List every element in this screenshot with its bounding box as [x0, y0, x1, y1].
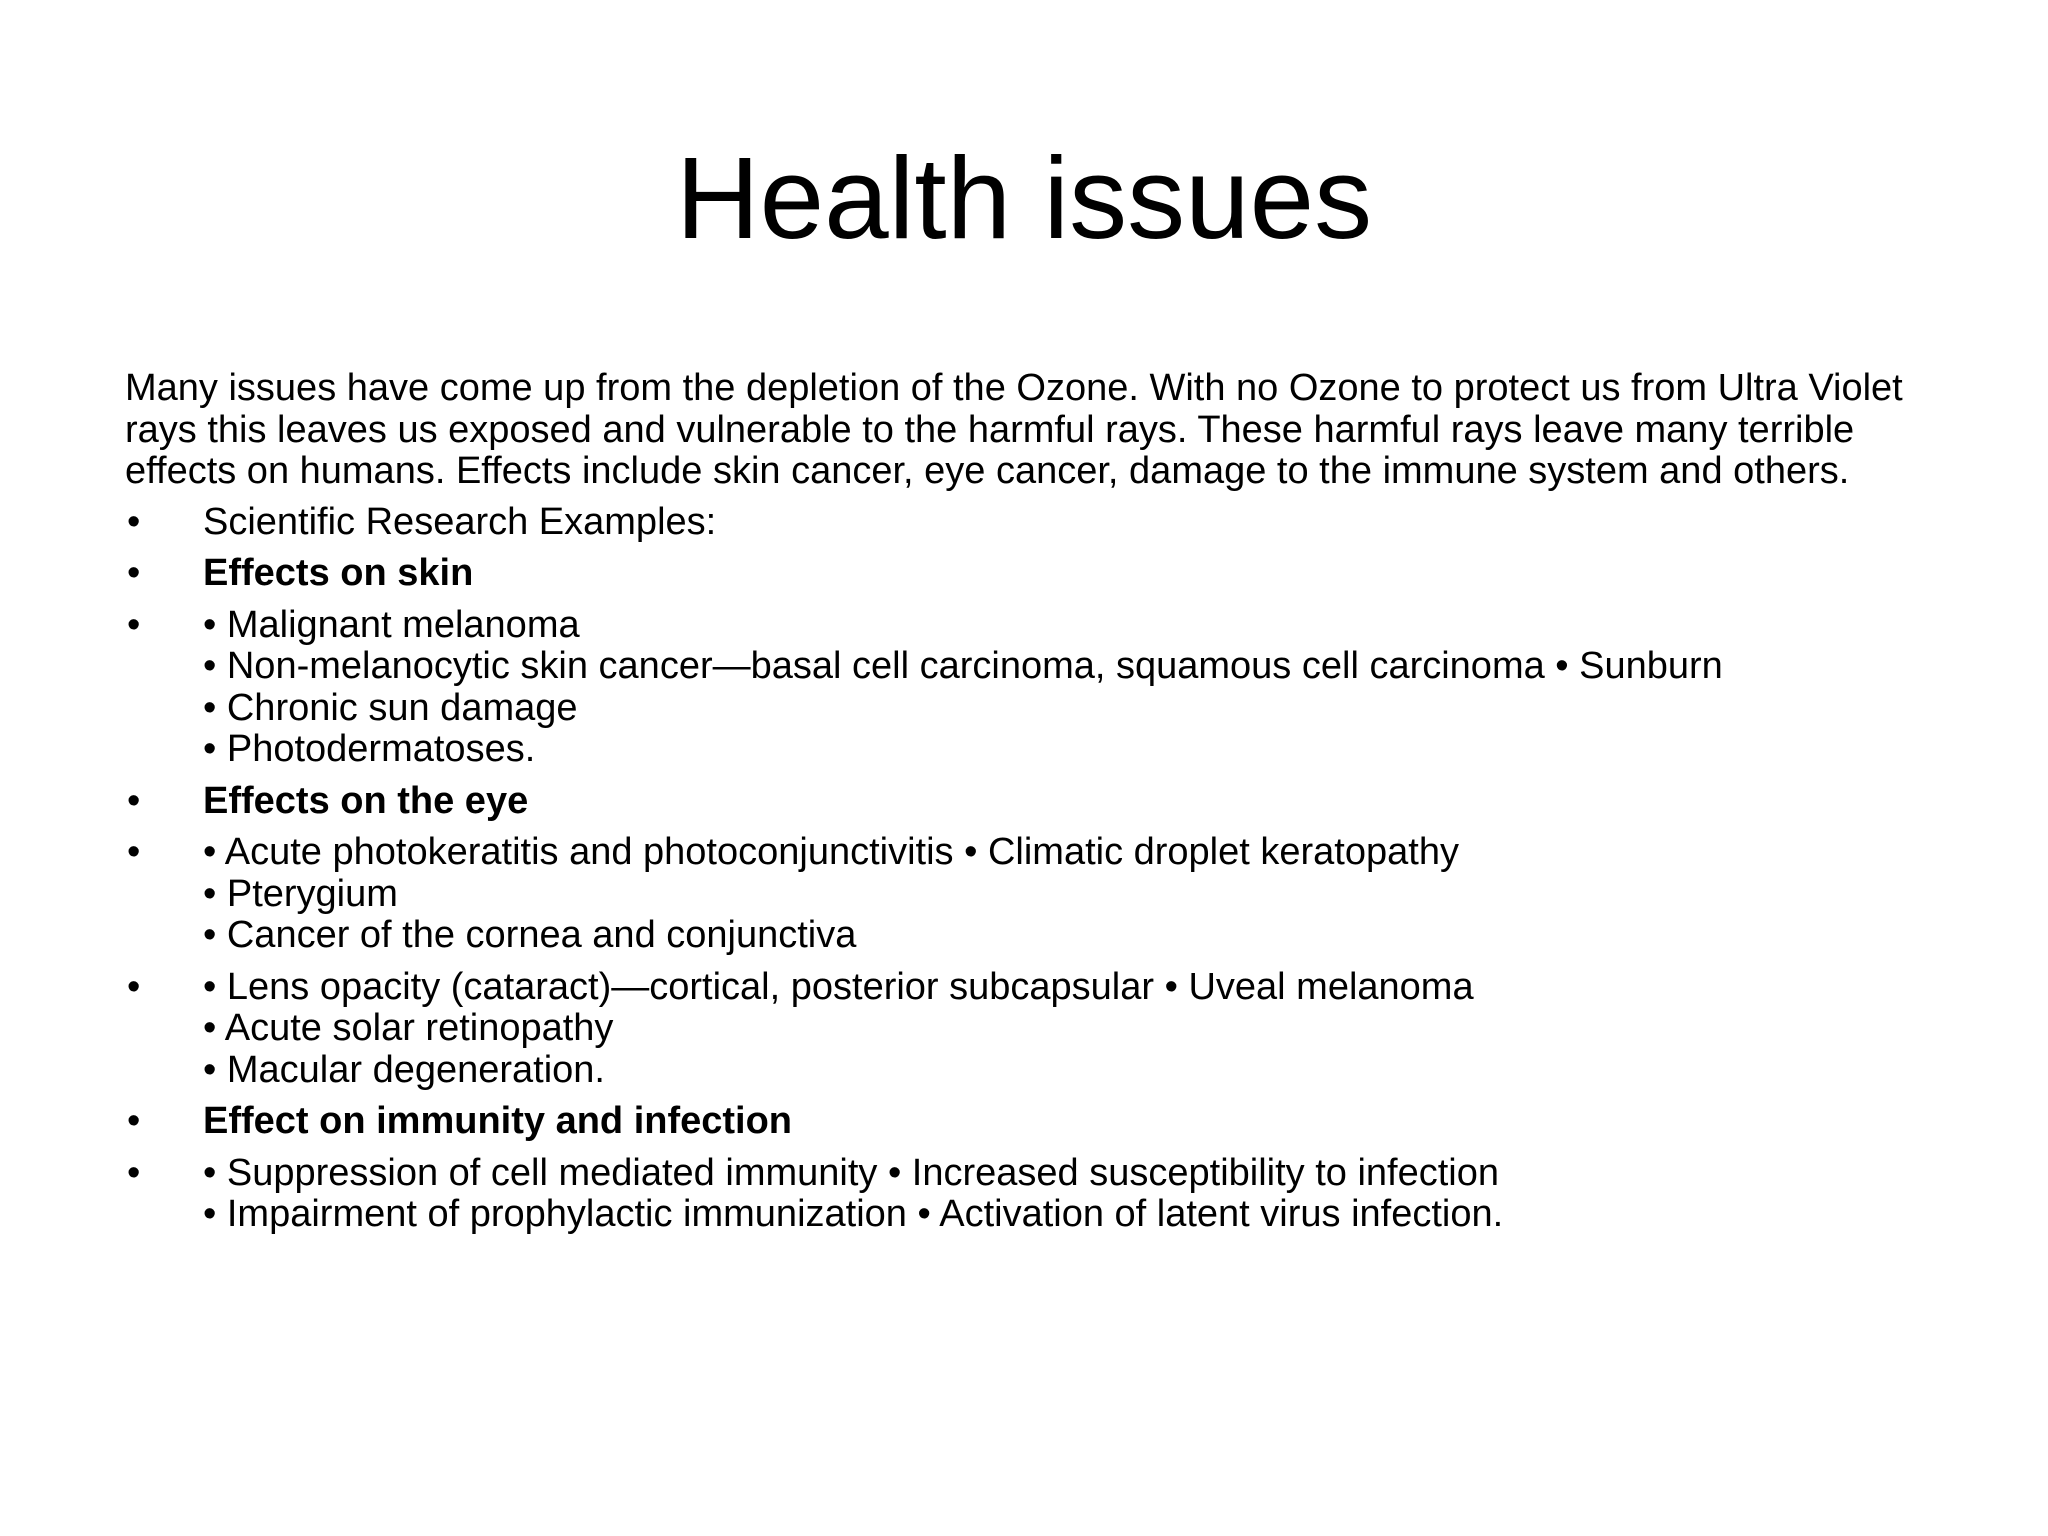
bullet-text	[203, 605, 1955, 771]
section-heading	[203, 781, 1955, 823]
bullet-icon: •	[127, 1100, 141, 1142]
bullet-item-skin-heading	[125, 553, 1955, 595]
bullet-icon: •	[127, 552, 141, 594]
bullet-line: • Macular degeneration.	[203, 1048, 605, 1091]
bullet-line: • Suppression of cell mediated immunity • Increased susceptibility to infection	[203, 1151, 1500, 1194]
bullet-icon: •	[127, 500, 141, 543]
bullet-icon: •	[127, 1151, 141, 1194]
bullet-item-eye-heading	[125, 781, 1955, 823]
bullet-line: Effects on skin	[203, 552, 474, 594]
section-heading	[203, 553, 1955, 595]
bullet-text	[203, 502, 1955, 544]
bullet-text	[203, 967, 1955, 1092]
intro-paragraph: Many issues have come up from the depletion of the Ozone. With no Ozone to protect us from Ultra Violet rays this leaves us exposed and vulnerable to the harmful rays. These harmful rays leave many terrible effects on humans. Effects include skin cancer, eye cancer, damage to the immune system and others.	[125, 367, 1903, 492]
bullet-list	[125, 502, 1955, 1236]
bullet-line: • Acute photokeratitis and photoconjunctivitis • Climatic droplet keratopathy	[203, 831, 1459, 873]
bullet-line: Effects on the eye	[203, 779, 529, 822]
bullet-line: • Malignant melanoma	[203, 603, 580, 646]
bullet-line: • Photodermatoses.	[203, 728, 536, 770]
bullet-line: • Cancer of the cornea and conjunctiva	[203, 914, 857, 956]
slide-body	[125, 368, 1955, 1246]
bullet-line: • Impairment of prophylactic immunization • Activation of latent virus infection.	[203, 1193, 1504, 1235]
bullet-item-skin-effects	[125, 605, 1955, 771]
bullet-text	[203, 832, 1955, 957]
bullet-item-immunity-effects	[125, 1153, 1955, 1236]
bullet-item-immunity-heading	[125, 1101, 1955, 1143]
bullet-line: • Lens opacity (cataract)—cortical, posterior subcapsular • Uveal melanoma	[203, 965, 1474, 1008]
bullet-icon: •	[127, 603, 141, 646]
bullet-item-research-examples	[125, 502, 1955, 544]
bullet-line: • Non-melanocytic skin cancer—basal cell carcinoma, squamous cell carcinoma • Sunburn	[203, 645, 1723, 687]
bullet-line: Scientific Research Examples:	[203, 500, 717, 543]
bullet-icon: •	[127, 779, 141, 822]
bullet-icon: •	[127, 831, 141, 873]
bullet-text	[203, 1153, 1955, 1236]
bullet-line: • Pterygium	[203, 872, 398, 915]
bullet-line: • Chronic sun damage	[203, 686, 578, 729]
slide-title: Health issues	[675, 133, 1373, 263]
bullet-item-eye-effects-1	[125, 832, 1955, 957]
bullet-line: • Acute solar retinopathy	[203, 1007, 614, 1049]
section-heading	[203, 1101, 1955, 1143]
bullet-icon: •	[127, 965, 141, 1008]
bullet-line: Effect on immunity and infection	[203, 1100, 793, 1142]
bullet-item-eye-effects-2	[125, 967, 1955, 1092]
